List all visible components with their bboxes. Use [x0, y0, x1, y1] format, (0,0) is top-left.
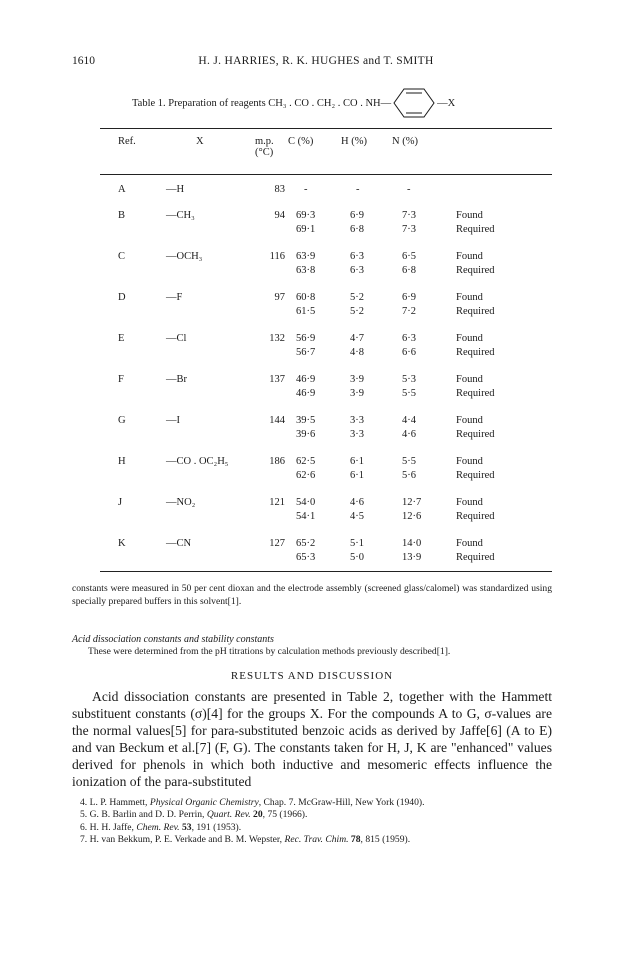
- row-ref: J: [118, 497, 123, 508]
- row-note-required: Required: [456, 347, 495, 358]
- table-row: [100, 415, 552, 447]
- row-x: —H: [166, 184, 185, 195]
- reference-authors: H. H. Jaffe,: [89, 821, 137, 833]
- row-h-required: 4·5: [350, 511, 364, 522]
- row-note-required: Required: [456, 306, 495, 317]
- col-c: C (%): [288, 136, 314, 147]
- table-bottom-rule: [100, 571, 552, 572]
- row-c-found: 46·9: [296, 374, 316, 385]
- row-n-required: 5·6: [402, 470, 416, 481]
- row-mp: 186: [269, 456, 285, 467]
- row-note-found: Found: [456, 456, 483, 467]
- row-h-found: 4·6: [350, 497, 364, 508]
- row-c-required: 61·5: [296, 306, 316, 317]
- reference-details: , 75 (1966).: [262, 809, 308, 821]
- row-note-required: Required: [456, 552, 495, 563]
- row-n-required: 6·8: [402, 265, 416, 276]
- table-row: [100, 374, 552, 406]
- row-note-required: Required: [456, 511, 495, 522]
- row-c-found: 62·5: [296, 456, 316, 467]
- row-ref: D: [118, 292, 126, 303]
- row-ref: F: [118, 374, 124, 385]
- row-h-required: 6·1: [350, 470, 364, 481]
- row-h-found: 5·1: [350, 538, 364, 549]
- row-c-found: 65·2: [296, 538, 316, 549]
- reference-number: 4.: [80, 797, 88, 808]
- row-n-found: 6·9: [402, 292, 416, 303]
- running-head: H. J. HARRIES, R. K. HUGHES and T. SMITH: [198, 55, 434, 67]
- row-h-required: 6·3: [350, 265, 364, 276]
- reference-authors: G. B. Barlin and D. D. Perrin,: [89, 809, 207, 821]
- reference-volume: 53: [179, 821, 192, 833]
- col-ref: Ref.: [118, 136, 136, 147]
- row-note-found: Found: [456, 251, 483, 262]
- row-h-required: 6·8: [350, 224, 364, 235]
- reference-details: , 191 (1953).: [191, 821, 242, 833]
- row-n-found: 14·0: [402, 538, 422, 549]
- row-n-required: 5·5: [402, 388, 416, 399]
- row-mp: 121: [269, 497, 285, 508]
- row-h-required: 5·0: [350, 552, 364, 563]
- row-note-required: Required: [456, 429, 495, 440]
- row-h-found: 3·9: [350, 374, 364, 385]
- row-x: —CN: [166, 538, 192, 549]
- row-c-found: 54·0: [296, 497, 316, 508]
- row-x: —F: [166, 292, 183, 303]
- reference-number: 6.: [80, 821, 88, 833]
- reference-item: [80, 822, 560, 834]
- row-mp: 97: [274, 292, 285, 303]
- col-mp-unit: (°C): [255, 147, 274, 158]
- row-note-required: Required: [456, 224, 495, 235]
- row-ref: C: [118, 251, 126, 262]
- table-caption-prefix: Table 1. Preparation of reagents CH₃ . CO . CH₂ . CO . NH—: [132, 97, 392, 109]
- table-header-rule: [100, 174, 552, 175]
- row-note-found: Found: [456, 292, 483, 303]
- reference-title: Quart. Rev.: [206, 809, 251, 821]
- col-mp-label: m.p.: [255, 136, 274, 147]
- reference-item: [80, 809, 560, 821]
- row-n-found: 6·5: [402, 251, 416, 262]
- row-n-found: 7·3: [402, 210, 416, 221]
- row-note-found: Found: [456, 538, 483, 549]
- reference-number: 7.: [80, 834, 88, 846]
- row-n-found: 12·7: [402, 497, 422, 508]
- table-row: [100, 292, 552, 324]
- row-ref: B: [118, 210, 126, 221]
- row-n-found: 6·3: [402, 333, 416, 344]
- row-h-found: 3·3: [350, 415, 364, 426]
- row-n-found: 5·5: [402, 456, 416, 467]
- row-n-required: 6·6: [402, 347, 416, 358]
- table-row: [100, 497, 552, 529]
- row-n-found: 4·4: [402, 415, 416, 426]
- reference-details: , Chap. 7. McGraw-Hill, New York (1940).: [258, 797, 425, 808]
- row-note-found: Found: [456, 497, 483, 508]
- reference-authors: H. van Bekkum, P. E. Verkade and B. M. Wepster,: [89, 834, 285, 846]
- table-row: [100, 251, 552, 283]
- row-ref: H: [118, 456, 126, 467]
- row-x: —CH₃: [166, 210, 195, 221]
- results-paragraph: Acid dissociation constants are presented in Table 2, together with the Hammett substituent constants (σ)[4] for the groups X. For the compounds A to G, σ-values are the normal values[5] for para-substituted benzoic acids as derived by Jaffe[6] (A to E) and van Beckum et al.[7] (F, G). The constants taken for H, J, K are "enhanced" values derived for phenols in which both inductive and mesomeric effects influence the ionization of the para-substituted: [72, 689, 552, 789]
- row-mp: 132: [269, 333, 285, 344]
- reference-item: [80, 797, 560, 809]
- reference-item: [80, 834, 560, 846]
- row-c-required: 46·9: [296, 388, 316, 399]
- reference-volume: 20: [250, 809, 263, 821]
- row-mp: 127: [269, 538, 285, 549]
- row-x: —I: [166, 415, 180, 426]
- row-c-required: 54·1: [296, 511, 316, 522]
- reference-number: 5.: [80, 809, 88, 821]
- row-note-found: Found: [456, 210, 483, 221]
- row-mp: 116: [269, 251, 285, 262]
- continuation-paragraph: constants were measured in 50 per cent dioxan and the electrode assembly (screened glass/calomel) was standardized using specially prepared buffers in this solvent[1].: [72, 583, 552, 607]
- row-n-required: 13·9: [402, 552, 422, 563]
- table-row: [100, 210, 552, 242]
- row-x: —Br: [166, 374, 187, 385]
- table-caption: [132, 88, 455, 118]
- row-c-required: 62·6: [296, 470, 316, 481]
- col-h: H (%): [341, 136, 367, 147]
- row-h-found: 4·7: [350, 333, 364, 344]
- row-h-required: 3·3: [350, 429, 364, 440]
- row-n: -: [407, 184, 411, 195]
- reference-title: Rec. Trav. Chim.: [284, 834, 349, 846]
- row-h-required: 3·9: [350, 388, 364, 399]
- row-h: -: [356, 184, 360, 195]
- row-h-found: 5·2: [350, 292, 364, 303]
- row-h-found: 6·3: [350, 251, 364, 262]
- row-x: —CO . OC₂H₅: [166, 456, 229, 467]
- row-n-required: 7·3: [402, 224, 416, 235]
- row-c-found: 69·3: [296, 210, 316, 221]
- reference-title: Physical Organic Chemistry: [149, 797, 259, 808]
- row-ref: A: [118, 184, 126, 195]
- row-h-found: 6·1: [350, 456, 364, 467]
- row-note-required: Required: [456, 265, 495, 276]
- row-h-found: 6·9: [350, 210, 364, 221]
- row-note-found: Found: [456, 333, 483, 344]
- row-ref: E: [118, 333, 125, 344]
- reference-details: , 815 (1959).: [360, 834, 411, 846]
- reference-volume: 78: [348, 834, 361, 846]
- row-c-required: 69·1: [296, 224, 316, 235]
- row-n-required: 7·2: [402, 306, 416, 317]
- subheading-body: These were determined from the pH titrations by calculation methods previously described[1].: [88, 646, 451, 657]
- row-n-found: 5·3: [402, 374, 416, 385]
- col-n: N (%): [392, 136, 418, 147]
- row-c-required: 39·6: [296, 429, 316, 440]
- row-note-required: Required: [456, 470, 495, 481]
- reference-authors: L. P. Hammett,: [89, 797, 150, 808]
- row-x: —Cl: [166, 333, 187, 344]
- row-c-found: 63·9: [296, 251, 316, 262]
- row-x: —OCH₃: [166, 251, 203, 262]
- table-row: [100, 456, 552, 488]
- row-c: -: [304, 184, 308, 195]
- subheading: Acid dissociation constants and stability constants: [72, 634, 274, 645]
- table-row: [100, 333, 552, 365]
- table-caption-suffix: —X: [437, 97, 456, 109]
- col-mp: [255, 136, 274, 158]
- row-mp: 144: [269, 415, 285, 426]
- references-list: [80, 797, 560, 847]
- page-number: 1610: [72, 55, 95, 67]
- row-c-found: 56·9: [296, 333, 316, 344]
- row-mp: 83: [274, 184, 285, 195]
- row-c-required: 56·7: [296, 347, 316, 358]
- row-note-found: Found: [456, 374, 483, 385]
- row-n-required: 4·6: [402, 429, 416, 440]
- benzene-ring-icon: [392, 88, 436, 118]
- row-ref: K: [118, 538, 126, 549]
- row-ref: G: [118, 415, 126, 426]
- row-h-required: 4·8: [350, 347, 364, 358]
- row-n-required: 12·6: [402, 511, 422, 522]
- row-c-required: 65·3: [296, 552, 316, 563]
- row-mp: 94: [274, 210, 285, 221]
- table-top-rule: [100, 128, 552, 129]
- row-c-found: 39·5: [296, 415, 316, 426]
- row-h-required: 5·2: [350, 306, 364, 317]
- row-c-required: 63·8: [296, 265, 316, 276]
- row-note-found: Found: [456, 415, 483, 426]
- row-note-required: Required: [456, 388, 495, 399]
- row-x: —NO₂: [166, 497, 196, 508]
- table-header: [100, 136, 552, 176]
- reference-title: Chem. Rev.: [136, 821, 180, 833]
- col-x: X: [196, 136, 204, 147]
- row-c-found: 60·8: [296, 292, 316, 303]
- section-title: RESULTS AND DISCUSSION: [230, 670, 394, 682]
- row-mp: 137: [269, 374, 285, 385]
- table-row: [100, 538, 552, 570]
